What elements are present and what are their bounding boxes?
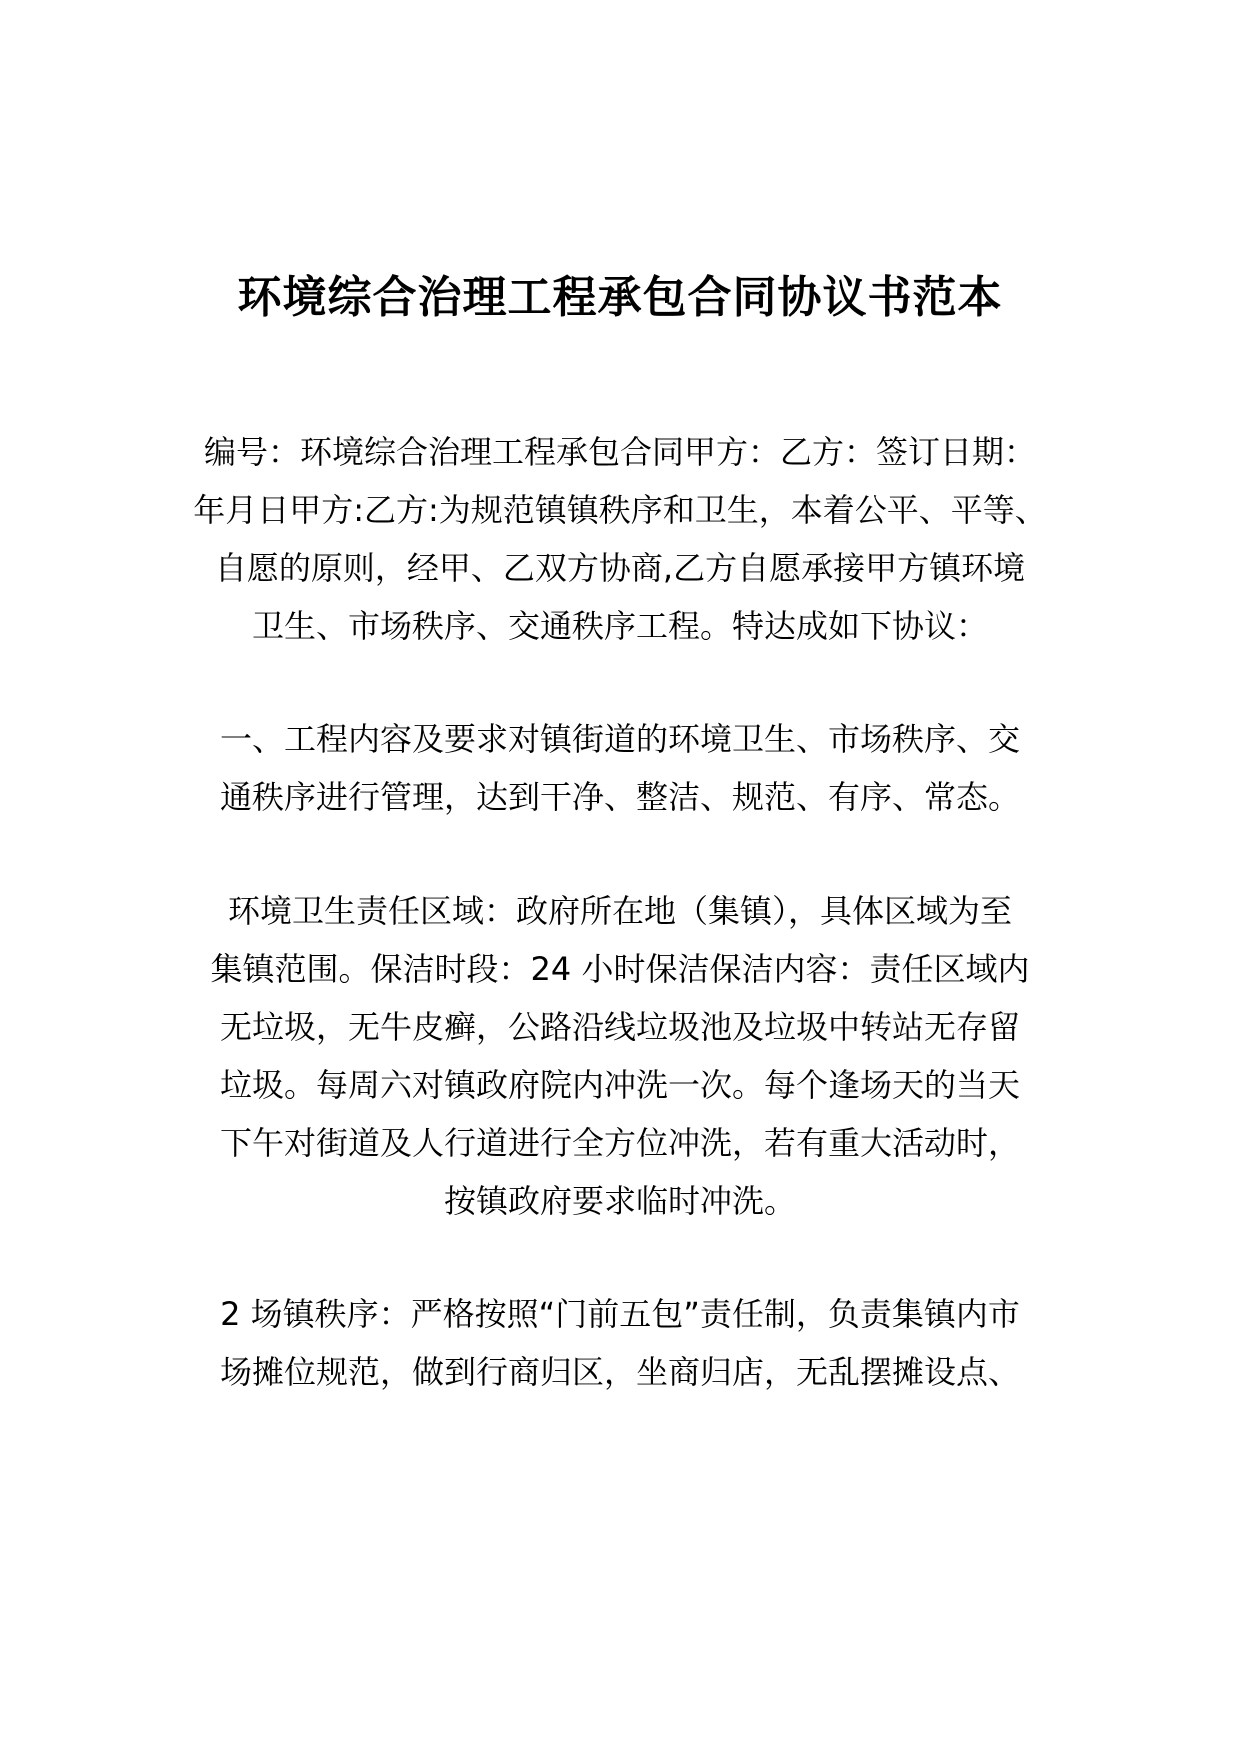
paragraph-3-line-1: 环境卫生责任区域：政府所在地（集镇），具体区域为至 bbox=[227, 892, 1012, 930]
paragraph-1-line-3: 自愿的原则，经甲、乙双方协商,乙方自愿承接甲方镇环境 bbox=[214, 549, 1026, 587]
paragraph-4-line-1: 2 场镇秩序：严格按照“门前五包”责任制，负责集镇内市 bbox=[220, 1295, 1020, 1333]
paragraph-3-line-3: 无垃圾，无牛皮癣，公路沿线垃圾池及垃圾中转站无存留 bbox=[219, 1008, 1020, 1046]
paragraph-3-line-2: 集镇范围。保洁时段：24 小时保洁保洁内容：责任区域内 bbox=[210, 950, 1030, 988]
document-title: 环境综合治理工程承包合同协议书范本 bbox=[237, 272, 1003, 323]
paragraph-1-line-1: 编号：环境综合治理工程承包合同甲方：乙方：签订日期： bbox=[203, 433, 1036, 471]
paragraph-4-line-2: 场摊位规范，做到行商归区，坐商归店，无乱摆摊设点、 bbox=[219, 1353, 1020, 1391]
paragraph-1-line-2: 年月日甲方:乙方:为规范镇镇秩序和卫生，本着公平、平等、 bbox=[193, 491, 1047, 529]
paragraph-1-line-4: 卫生、市场秩序、交通秩序工程。特达成如下协议： bbox=[251, 607, 988, 645]
paragraph-2-line-2: 通秩序进行管理，达到干净、整洁、规范、有序、常态。 bbox=[219, 778, 1020, 816]
paragraph-3-line-5: 下午对街道及人行道进行全方位冲洗，若有重大活动时， bbox=[219, 1124, 1020, 1162]
paragraph-3-line-4: 垃圾。每周六对镇政府院内冲洗一次。每个逢场天的当天 bbox=[219, 1066, 1020, 1104]
paragraph-2-line-1: 一、工程内容及要求对镇街道的环境卫生、市场秩序、交 bbox=[219, 720, 1020, 758]
paragraph-3-line-6: 按镇政府要求临时冲洗。 bbox=[443, 1182, 796, 1220]
